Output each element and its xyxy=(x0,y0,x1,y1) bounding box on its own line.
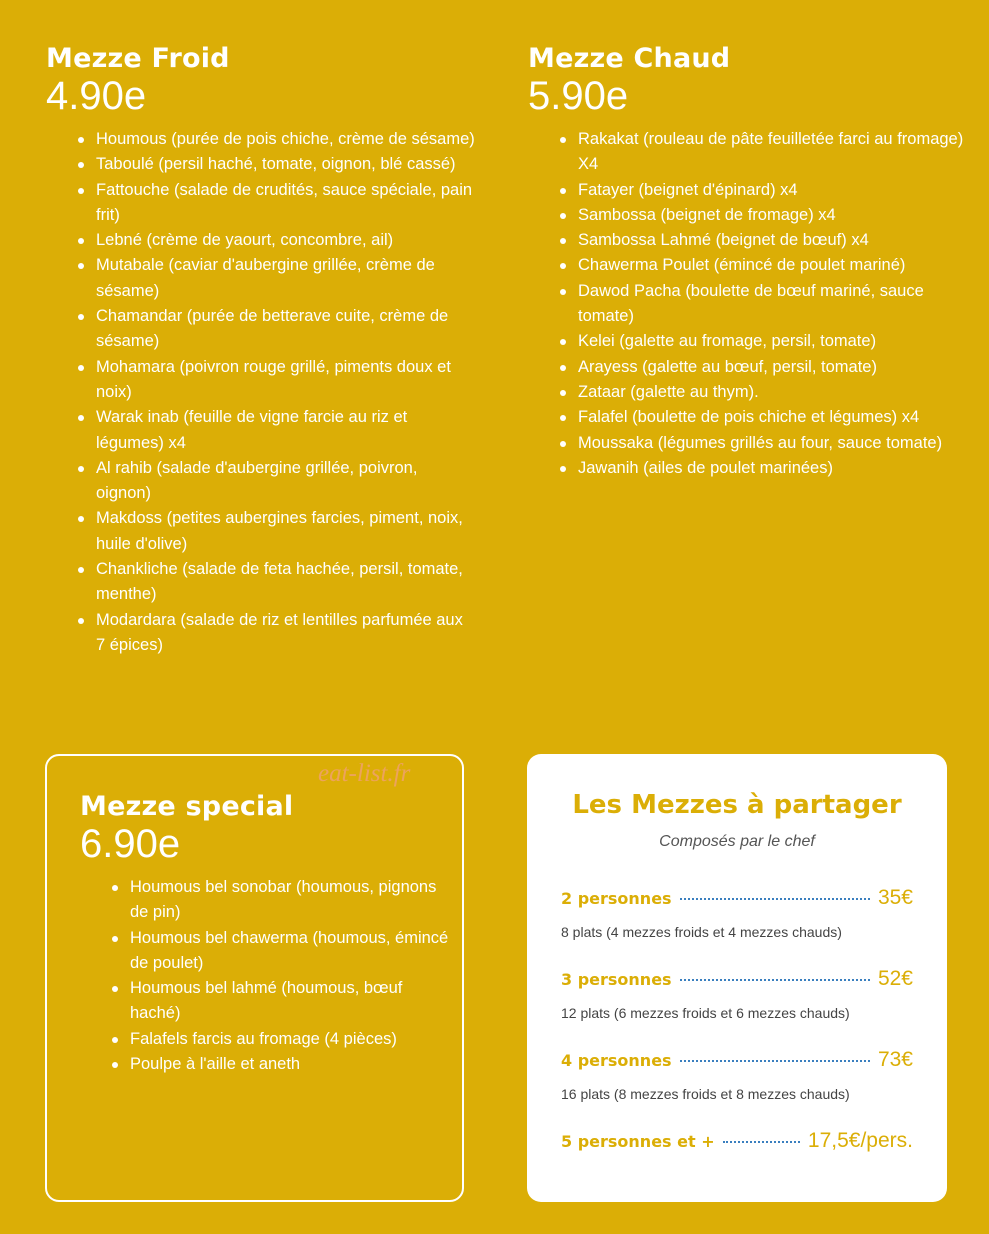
list-item: Fatayer (beignet d'épinard) x4 xyxy=(528,178,968,203)
mezze-chaud-section xyxy=(528,44,968,481)
item-list xyxy=(528,127,968,481)
offer-price: 73€ xyxy=(877,1048,913,1071)
list-item: Fattouche (salade de crudités, sauce spéciale, pain frit) xyxy=(46,178,476,229)
offer-description: 8 plats (4 mezzes froids et 4 mezzes chauds) xyxy=(561,924,842,940)
mezzes-partager-card xyxy=(527,754,947,1202)
list-item: Poulpe à l'aille et aneth xyxy=(80,1052,450,1077)
list-item: Modardara (salade de riz et lentilles parfumée aux 7 épices) xyxy=(46,608,476,659)
offer-price: 52€ xyxy=(877,967,913,990)
list-item: Rakakat (rouleau de pâte feuilletée farci au fromage) X4 xyxy=(528,127,968,178)
section-price: 4.90e xyxy=(46,74,147,118)
section-title: Mezze Chaud xyxy=(528,43,731,74)
list-item: Kelei (galette au fromage, persil, tomate) xyxy=(528,329,968,354)
card-title: Les Mezzes à partager xyxy=(572,790,902,820)
section-title: Mezze special xyxy=(80,791,294,822)
list-item: Sambossa Lahmé (beignet de bœuf) x4 xyxy=(528,228,968,253)
list-item: Houmous bel sonobar (houmous, pignons de pin) xyxy=(80,875,450,926)
list-item: Chawerma Poulet (émincé de poulet mariné) xyxy=(528,253,968,278)
list-item: Chankliche (salade de feta hachée, persil, tomate, menthe) xyxy=(46,557,476,608)
list-item: Al rahib (salade d'aubergine grillée, poivron, oignon) xyxy=(46,456,476,507)
offer-row xyxy=(561,886,913,940)
offer-row xyxy=(561,967,913,1021)
list-item: Chamandar (purée de betterave cuite, crème de sésame) xyxy=(46,304,476,355)
list-item: Zataar (galette au thym). xyxy=(528,380,968,405)
offer-description: 16 plats (8 mezzes froids et 8 mezzes chauds) xyxy=(561,1086,850,1102)
list-item: Taboulé (persil haché, tomate, oignon, blé cassé) xyxy=(46,152,476,177)
list-item: Moussaka (légumes grillés au four, sauce tomate) xyxy=(528,431,968,456)
list-item: Makdoss (petites aubergines farcies, piment, noix, huile d'olive) xyxy=(46,506,476,557)
offer-price: 17,5€/pers. xyxy=(807,1129,913,1152)
list-item: Falafels farcis au fromage (4 pièces) xyxy=(80,1027,450,1052)
item-list xyxy=(46,127,476,658)
list-item: Jawanih (ailes de poulet marinées) xyxy=(528,456,968,481)
dotted-leader xyxy=(680,979,870,981)
dotted-leader xyxy=(723,1141,800,1143)
dotted-leader xyxy=(680,1060,870,1062)
offer-label: 3 personnes xyxy=(561,970,672,989)
list-item: Mutabale (caviar d'aubergine grillée, crème de sésame) xyxy=(46,253,476,304)
offer-row xyxy=(561,1048,913,1102)
list-item: Sambossa (beignet de fromage) x4 xyxy=(528,203,968,228)
offer-label: 5 personnes et + xyxy=(561,1132,715,1151)
offer-row xyxy=(561,1129,913,1153)
list-item: Warak inab (feuille de vigne farcie au riz et légumes) x4 xyxy=(46,405,476,456)
list-item: Falafel (boulette de pois chiche et légumes) x4 xyxy=(528,405,968,430)
section-title: Mezze Froid xyxy=(46,43,230,74)
section-price: 6.90e xyxy=(80,822,181,866)
list-item: Dawod Pacha (boulette de bœuf mariné, sauce tomate) xyxy=(528,279,968,330)
list-item: Mohamara (poivron rouge grillé, piments doux et noix) xyxy=(46,355,476,406)
card-subtitle: Composés par le chef xyxy=(659,833,815,850)
list-item: Houmous bel chawerma (houmous, émincé de poulet) xyxy=(80,926,450,977)
offer-description: 12 plats (6 mezzes froids et 6 mezzes chauds) xyxy=(561,1005,850,1021)
dotted-leader xyxy=(680,898,870,900)
list-item: Lebné (crème de yaourt, concombre, ail) xyxy=(46,228,476,253)
section-price: 5.90e xyxy=(528,74,629,118)
offer-label: 4 personnes xyxy=(561,1051,672,1070)
list-item: Houmous (purée de pois chiche, crème de sésame) xyxy=(46,127,476,152)
offer-price: 35€ xyxy=(877,886,913,909)
list-item: Arayess (galette au bœuf, persil, tomate) xyxy=(528,355,968,380)
watermark: eat-list.fr xyxy=(318,760,411,787)
mezze-froid-section xyxy=(46,44,476,658)
offer-label: 2 personnes xyxy=(561,889,672,908)
item-list xyxy=(80,875,450,1077)
list-item: Houmous bel lahmé (houmous, bœuf haché) xyxy=(80,976,450,1027)
mezze-special-card xyxy=(45,754,464,1202)
